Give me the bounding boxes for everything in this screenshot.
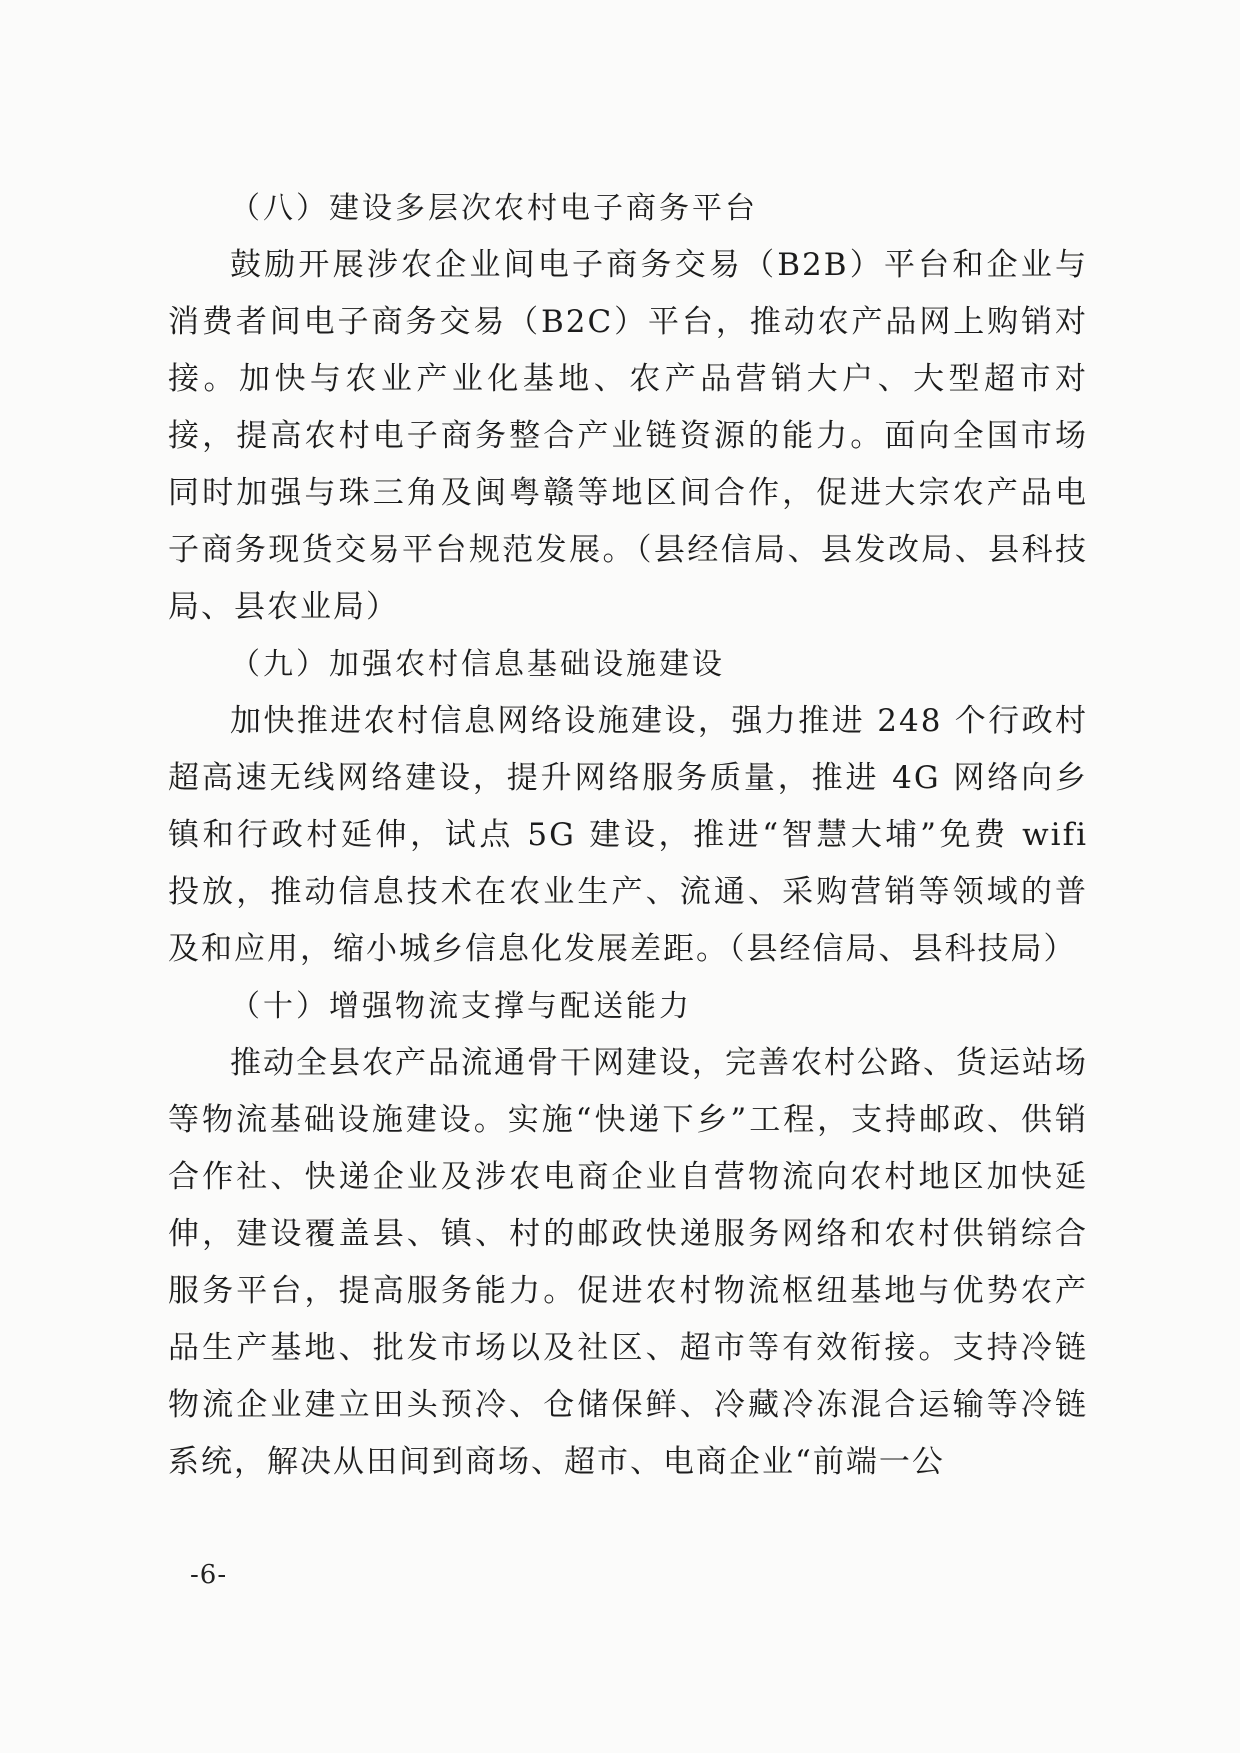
section-heading-10: （十）增强物流支撑与配送能力 — [230, 989, 692, 1024]
section-body-9: 加快推进农村信息网络设施建设，强力推进 248 个行政村超高速无线网络建设，提升网络服务质量，推进 4G 网络向乡镇和行政村延伸，试点 5G 建设，推进“智慧大埔”免费 wifi 投放，推动信息技术在农业生产、流通、采购营销等领域的普及和应用，缩小城乡信息化发展差距。（县经信局、县科技局） — [168, 703, 1088, 967]
section-heading-9: （九）加强农村信息基础设施建设 — [230, 647, 725, 682]
section-body-10: 推动全县农产品流通骨干网建设，完善农村公路、货运站场等物流基础设施建设。实施“快递下乡”工程，支持邮政、供销合作社、快递企业及涉农电商企业自营物流向农村地区加快延伸，建设覆盖县、镇、村的邮政快递服务网络和农村供销综合服务平台，提高服务能力。促进农村物流枢纽基地与优势农产品生产基地、批发市场以及社区、超市等有效衔接。支持冷链物流企业建立田头预冷、仓储保鲜、冷藏冷冻混合运输等冷链系统，解决从田间到商场、超市、电商企业“前端一公 — [168, 1045, 1088, 1480]
section-body-8: 鼓励开展涉农企业间电子商务交易（B2B）平台和企业与消费者间电子商务交易（B2C）平台，推动农产品网上购销对接。加快与农业产业化基地、农产品营销大户、大型超市对接，提高农村电子商务整合产业链资源的能力。面向全国市场同时加强与珠三角及闽粤赣等地区间合作，促进大宗农产品电子商务现货交易平台规范发展。（县经信局、县发改局、县科技局、县农业局） — [168, 247, 1088, 625]
section-heading-8: （八）建设多层次农村电子商务平台 — [230, 191, 758, 226]
page-number: -6- — [190, 1560, 228, 1590]
document-body — [168, 180, 1088, 1491]
